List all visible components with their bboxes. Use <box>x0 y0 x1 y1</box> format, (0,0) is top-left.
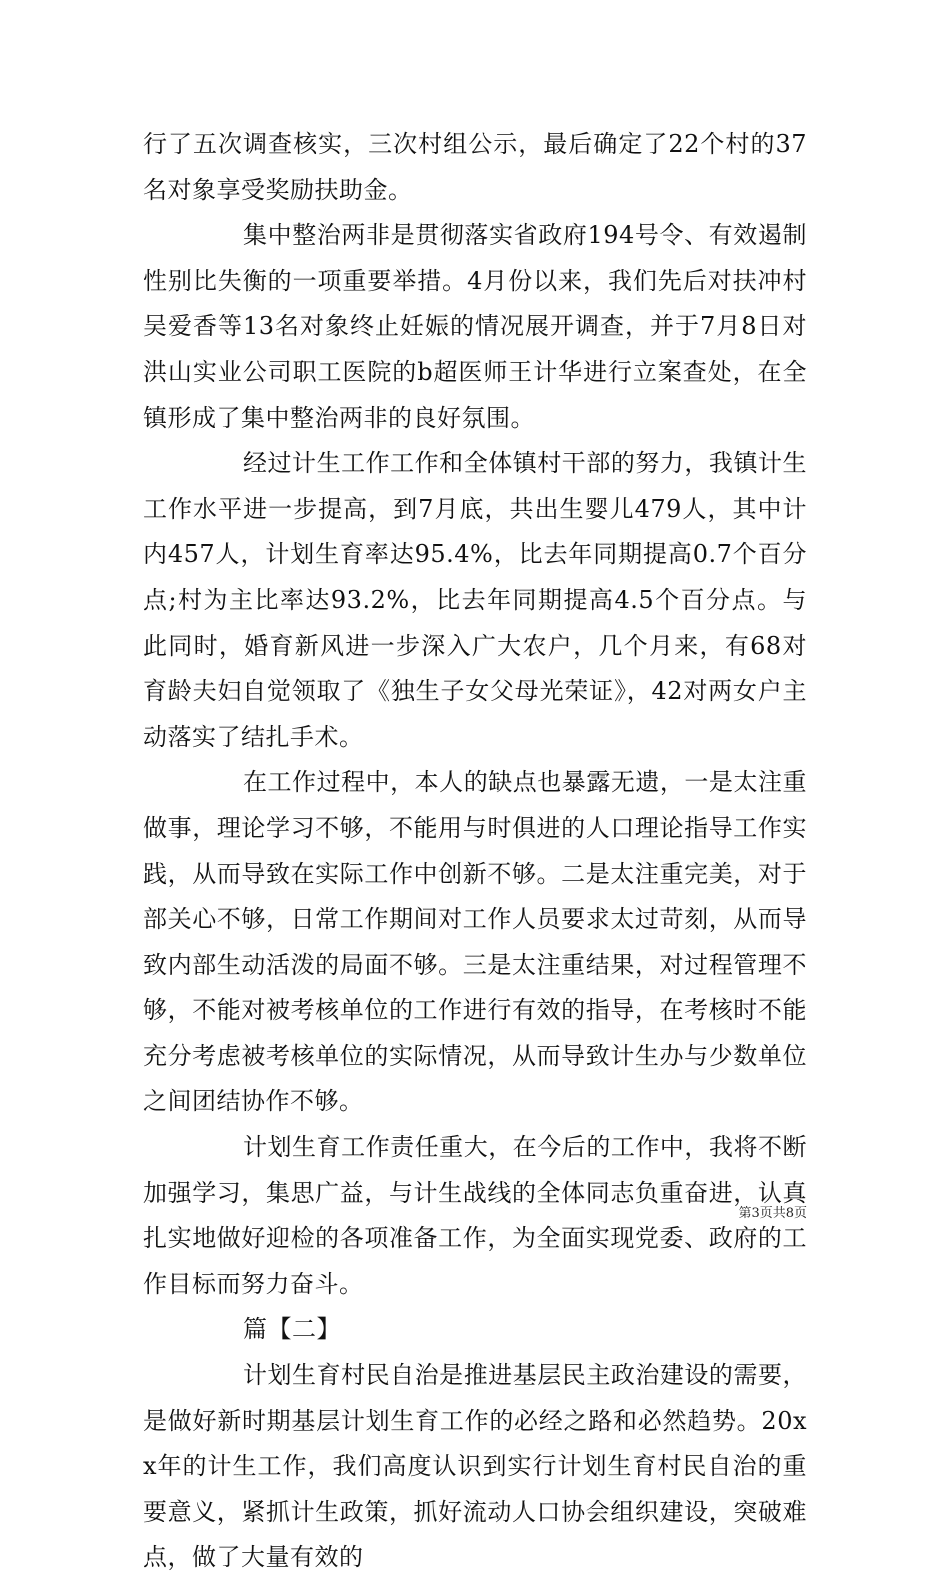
paragraph: 经过计生工作工作和全体镇村干部的努力，我镇计生工作水平进一步提高，到7月底，共出生婴儿479人，其中计内457人，计划生育率达95.4%，比去年同期提高0.7个百分点;村为主比率达93.2%，比去年同期提高4.5个百分点。与此同时，婚育新风进一步深入广大农户，几个月来，有68对育龄夫妇自觉领取了《独生子女父母光荣证》，42对两女户主动落实了结扎手术。 <box>143 449 807 751</box>
page-number-footer: 第3页共8页 <box>738 1206 807 1221</box>
paragraph: 集中整治两非是贯彻落实省政府194号令、有效遏制性别比失衡的一项重要举措。4月份以来，我们先后对扶冲村吴爱香等13名对象终止妊娠的情况展开调查，并于7月8日对洪山实业公司职工医院的b超医师王计华进行立案查处，在全镇形成了集中整治两非的良好氛围。 <box>143 221 807 432</box>
paragraph: 在工作过程中，本人的缺点也暴露无遗，一是太注重做事，理论学习不够，不能用与时俱进的人口理论指导工作实践，从而导致在实际工作中创新不够。二是太注重完美，对于部关心不够，日常工作期间对工作人员要求太过苛刻，从而导致内部生动活泼的局面不够。三是太注重结果，对过程管理不够，不能对被考核单位的工作进行有效的指导，在考核时不能充分考虑被考核单位的实际情况，从而导致计生办与少数单位之间团结协作不够。 <box>143 768 807 1116</box>
section-heading: 篇【二】 <box>243 1315 341 1344</box>
paragraph: 计划生育工作责任重大，在今后的工作中，我将不断加强学习，集思广益，与计生战线的全体同志负重奋进，认真扎实地做好迎检的各项准备工作，为全面实现党委、政府的工作目标而努力奋斗。 <box>143 1133 807 1298</box>
document-body <box>143 122 807 1581</box>
paragraph-continued: 行了五次调查核实，三次村组公示，最后确定了22个村的37名对象享受奖励扶助金。 <box>143 130 807 204</box>
section-paragraph: 计划生育村民自治是推进基层民主政治建设的需要，是做好新时期基层计划生育工作的必经之路和必然趋势。20xx年的计生工作，我们高度认识到实行计划生育村民自治的重要意义，紧抓计生政策，抓好流动人口协会组织建设，突破难点，做了大量有效的 <box>143 1361 807 1572</box>
